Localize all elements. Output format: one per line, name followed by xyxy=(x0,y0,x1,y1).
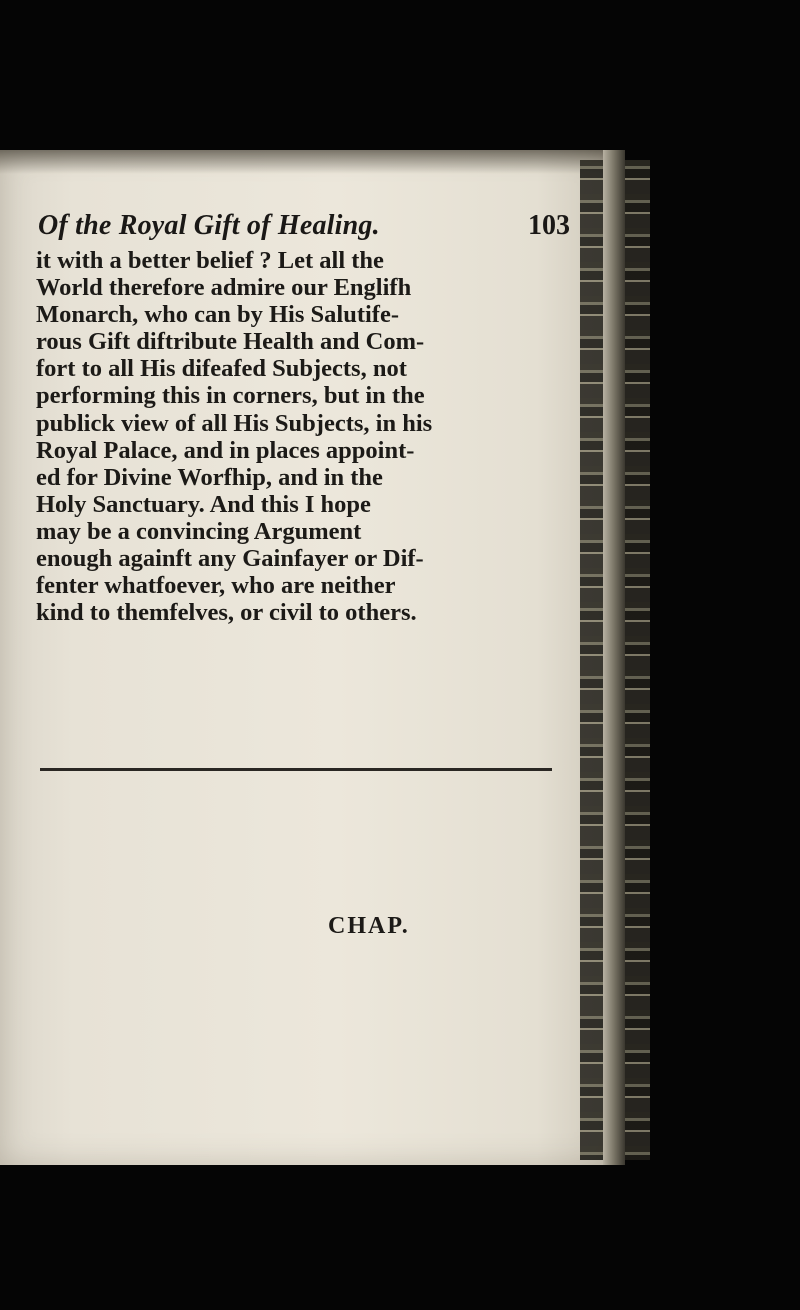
text-line: publick view of all His Subjects, in his xyxy=(36,409,433,437)
text-line: enough againft any Gainfayer or Dif- xyxy=(36,545,424,573)
body-text xyxy=(36,247,556,626)
text-line: Monarch, who can by His Salutife- xyxy=(36,301,399,329)
running-head: Of the Royal Gift of Healing. xyxy=(38,210,380,241)
text-line: it with a better belief ? Let all the xyxy=(36,247,384,274)
text-line: Holy Sanctuary. And this I hope xyxy=(36,490,371,518)
page-number: 103 xyxy=(528,210,570,241)
text-line: ed for Divine Worfhip, and in the xyxy=(36,463,383,491)
text-line: kind to themfelves, or civil to others. xyxy=(36,599,417,627)
text-line: performing this in corners, but in the xyxy=(36,382,425,410)
catchword: CHAP. xyxy=(328,913,410,939)
page-gutter xyxy=(603,150,625,1165)
page-top-shadow xyxy=(0,150,610,174)
text-line: fenter whatfoever, who are neither xyxy=(36,572,396,600)
text-line: World therefore admire our Englifh xyxy=(36,274,412,302)
text-line: fort to all His difeafed Subjects, not xyxy=(36,355,407,383)
text-line: Royal Palace, and in places appoint- xyxy=(36,436,415,464)
text-line: rous Gift diftribute Health and Com- xyxy=(36,328,425,356)
text-line: may be a convincing Argument xyxy=(36,517,362,545)
section-divider-rule xyxy=(40,768,552,771)
